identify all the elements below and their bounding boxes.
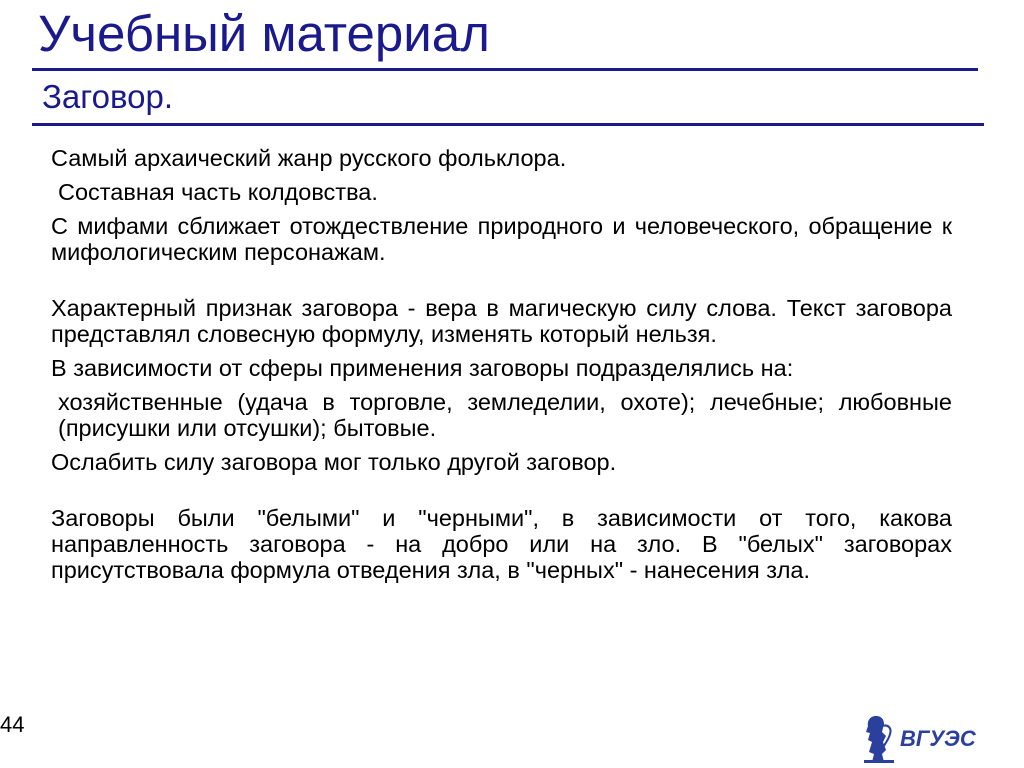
- slide-number: 44: [0, 712, 25, 737]
- subtitle-divider: [32, 123, 984, 126]
- title-divider: [32, 68, 978, 71]
- logo-emblem-icon: [864, 716, 894, 763]
- slide-title: Учебный материал: [38, 5, 490, 62]
- logo-text: ВГУЭС: [900, 726, 976, 751]
- paragraph: Составная часть колдовства.: [58, 179, 378, 205]
- paragraph: Заговоры были "белыми" и "черными", в зависимости от того, какова направленность заговора - на добро или на зло. В "белых" заговорах присутствовала формула отведения зла, в "черных" - нанесения зла.: [51, 505, 952, 583]
- paragraph: Ослабить силу заговора мог только другой заговор.: [51, 449, 617, 475]
- paragraph: С мифами сближает отождествление природного и человеческого, обращение к мифологическим персонажам.: [51, 213, 952, 265]
- paragraph: В зависимости от сферы применения заговоры подразделялись на:: [51, 355, 794, 381]
- paragraph: Характерный признак заговора - вера в магическую силу слова. Текст заговора представлял словесную формулу, изменять который нельзя.: [51, 295, 952, 347]
- paragraph: Самый архаический жанр русского фольклора.: [51, 145, 567, 171]
- slide-body: [51, 145, 952, 591]
- slide-subtitle: Заговор.: [42, 78, 173, 115]
- paragraph: хозяйственные (удача в торговле, земледелии, охоте); лечебные; любовные (присушки или отсушки); бытовые.: [58, 389, 952, 441]
- university-logo: [862, 712, 992, 764]
